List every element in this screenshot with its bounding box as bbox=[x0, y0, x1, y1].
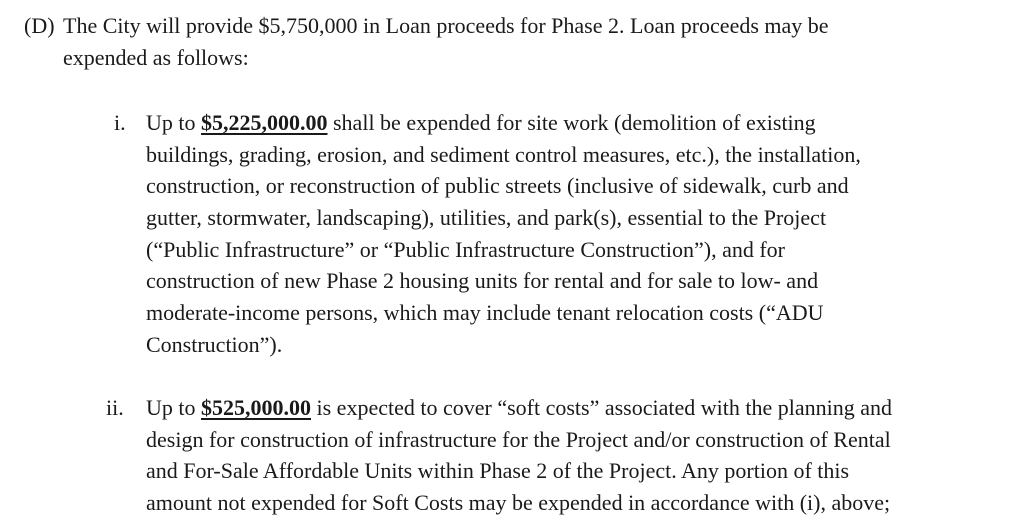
list-item-ii-line-3: and For-Sale Affordable Units within Phase 2 of the Project. Any portion of this bbox=[146, 458, 850, 483]
list-item-i-line-6: construction of new Phase 2 housing units for rental and for sale to low- and bbox=[146, 268, 819, 293]
paragraph-d-marker: (D) bbox=[24, 13, 55, 38]
list-item-i-line-5: (“Public Infrastructure” or “Public Infrastructure Construction”), and for bbox=[146, 237, 785, 262]
list-item-i-first-line-rest: shall be expended for site work (demolition of existing bbox=[327, 110, 816, 135]
list-item-i-amount: $5,225,000.00 bbox=[201, 110, 328, 135]
list-item-ii-line-4: amount not expended for Soft Costs may be expended in accordance with (i), above; bbox=[146, 490, 891, 515]
list-item-i-line-7: moderate-income persons, which may include tenant relocation costs (“ADU bbox=[146, 300, 824, 325]
list-item-i-line-3: construction, or reconstruction of public streets (inclusive of sidewalk, curb and bbox=[146, 173, 849, 198]
list-item-i-marker: i. bbox=[114, 110, 126, 135]
list-item-i-line-8: Construction”). bbox=[146, 332, 283, 357]
list-item-i-line-1 bbox=[146, 110, 816, 136]
list-item-ii-amount: $525,000.00 bbox=[201, 395, 311, 420]
list-item-ii-line-1 bbox=[146, 395, 892, 421]
list-item-i-prefix: Up to bbox=[146, 110, 201, 135]
list-item-i-line-2: buildings, grading, erosion, and sediment control measures, etc.), the installation, bbox=[146, 142, 861, 167]
paragraph-d-line-2: expended as follows: bbox=[63, 45, 249, 70]
list-item-ii-marker: ii. bbox=[106, 395, 124, 420]
list-item-ii-line-2: design for construction of infrastructure for the Project and/or construction of Rental bbox=[146, 427, 891, 452]
list-item-i-line-4: gutter, stormwater, landscaping), utilities, and park(s), essential to the Project bbox=[146, 205, 827, 230]
list-item-ii-prefix: Up to bbox=[146, 395, 201, 420]
list-item-ii-first-line-rest: is expected to cover “soft costs” associated with the planning and bbox=[311, 395, 892, 420]
paragraph-d-line-1: The City will provide $5,750,000 in Loan proceeds for Phase 2. Loan proceeds may be bbox=[63, 13, 829, 38]
